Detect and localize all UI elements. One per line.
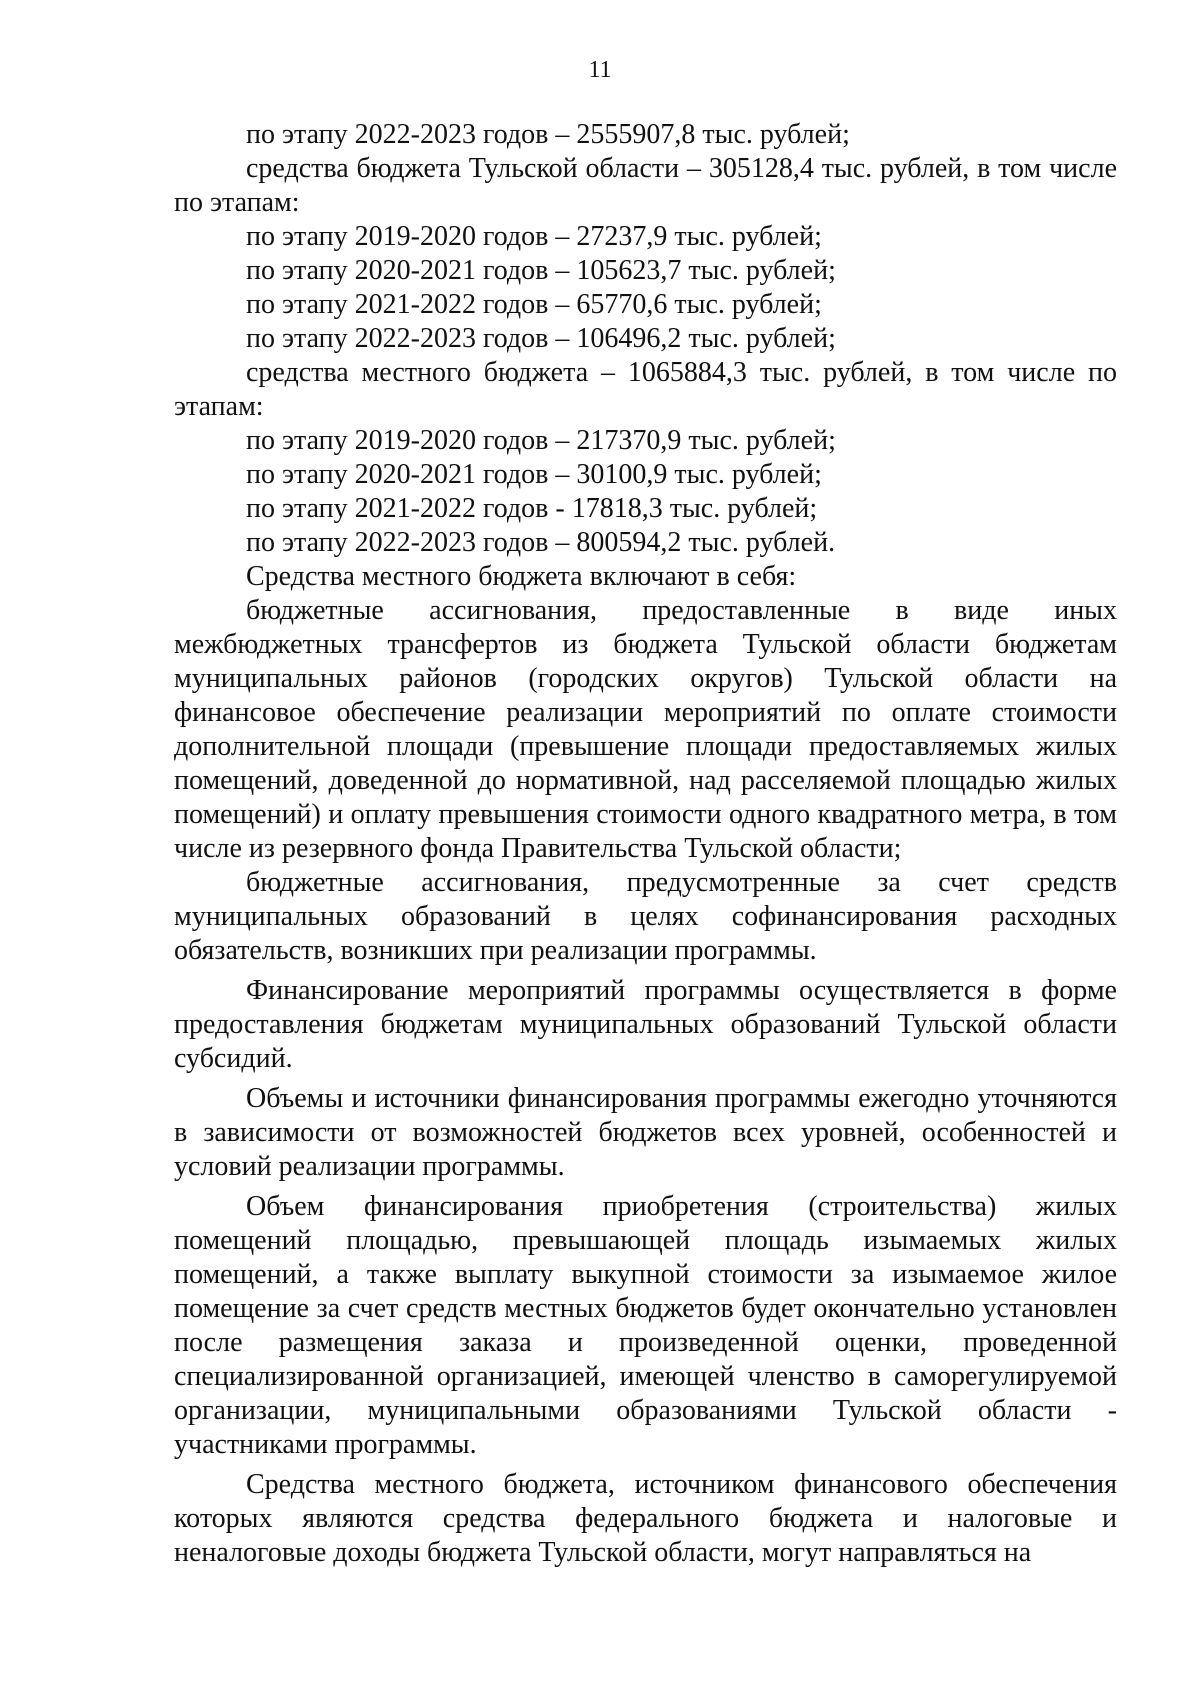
paragraph-financing-form: Финансирование мероприятий программы осуществляется в форме предоставления бюджетам муниципальных образований Тульской области субсидий. [174, 975, 1117, 1074]
paragraph-local-budget-sources: Средства местного бюджета, источником финансового обеспечения которых являются средства федерального бюджета и налоговые и неналоговые доходы бюджета Тульской области, могут направляться на [174, 1469, 1117, 1568]
paragraph-stage-2022-2023-total: по этапу 2022-2023 годов – 2555907,8 тыс. рублей; [246, 119, 850, 150]
paragraph-local-stage-2020-2021: по этапу 2020-2021 годов – 30100,9 тыс. рублей; [246, 459, 822, 490]
page-number: 11 [588, 57, 612, 83]
paragraph-financing-volumes: Объемы и источники финансирования программы ежегодно уточняются в зависимости от возможностей бюджетов всех уровней, особенностей и условий реализации программы. [174, 1083, 1117, 1182]
paragraph-local-stage-2019-2020: по этапу 2019-2020 годов – 217370,9 тыс. рублей; [246, 425, 836, 456]
paragraph-local-stage-2021-2022: по этапу 2021-2022 годов - 17818,3 тыс. рублей; [246, 493, 818, 524]
paragraph-interbudget-transfers: бюджетные ассигнования, предоставленные в виде иных межбюджетных трансфертов из бюджета Тульской области бюджетам муниципальных районов (городских округов) Тульской области на финансовое обеспечение реализации мероприятий по оплате стоимости дополнительной площади (превышение площади предоставляемых жилых помещений, доведенной до нормативной, над расселяемой площадью жилых помещений) и оплату превышения стоимости одного квадратного метра, в том числе из резервного фонда Правительства Тульской области; [174, 595, 1117, 864]
paragraph-regional-stage-2021-2022: по этапу 2021-2022 годов – 65770,6 тыс. рублей; [246, 289, 822, 320]
paragraph-regional-stage-2020-2021: по этапу 2020-2021 годов – 105623,7 тыс. рублей; [246, 255, 836, 286]
paragraph-regional-stage-2019-2020: по этапу 2019-2020 годов – 27237,9 тыс. рублей; [246, 221, 822, 252]
paragraph-local-stage-2022-2023: по этапу 2022-2023 годов – 800594,2 тыс. рублей. [246, 527, 836, 558]
paragraph-regional-stage-2022-2023: по этапу 2022-2023 годов – 106496,2 тыс. рублей; [246, 323, 836, 354]
paragraph-financing-amount: Объем финансирования приобретения (строительства) жилых помещений площадью, превышающей площадь изымаемых жилых помещений, а также выплату выкупной стоимости за изымаемое жилое помещение за счет средств местных бюджетов будет окончательно установлен после размещения заказа и произведенной оценки, проведенной специализированной организацией, имеющей членство в саморегулируемой организации, муниципальными образованиями Тульской области - участниками программы. [174, 1191, 1117, 1460]
paragraph-municipal-cofinancing: бюджетные ассигнования, предусмотренные за счет средств муниципальных образований в целях софинансирования расходных обязательств, возникших при реализации программы. [174, 867, 1117, 966]
document-body [174, 118, 1117, 1570]
paragraph-regional-budget: средства бюджета Тульской области – 305128,4 тыс. рублей, в том числе по этапам: [174, 153, 1117, 218]
paragraph-local-budget-includes: Средства местного бюджета включают в себя: [246, 561, 797, 592]
paragraph-local-budget: средства местного бюджета – 1065884,3 тыс. рублей, в том числе по этапам: [174, 357, 1117, 422]
